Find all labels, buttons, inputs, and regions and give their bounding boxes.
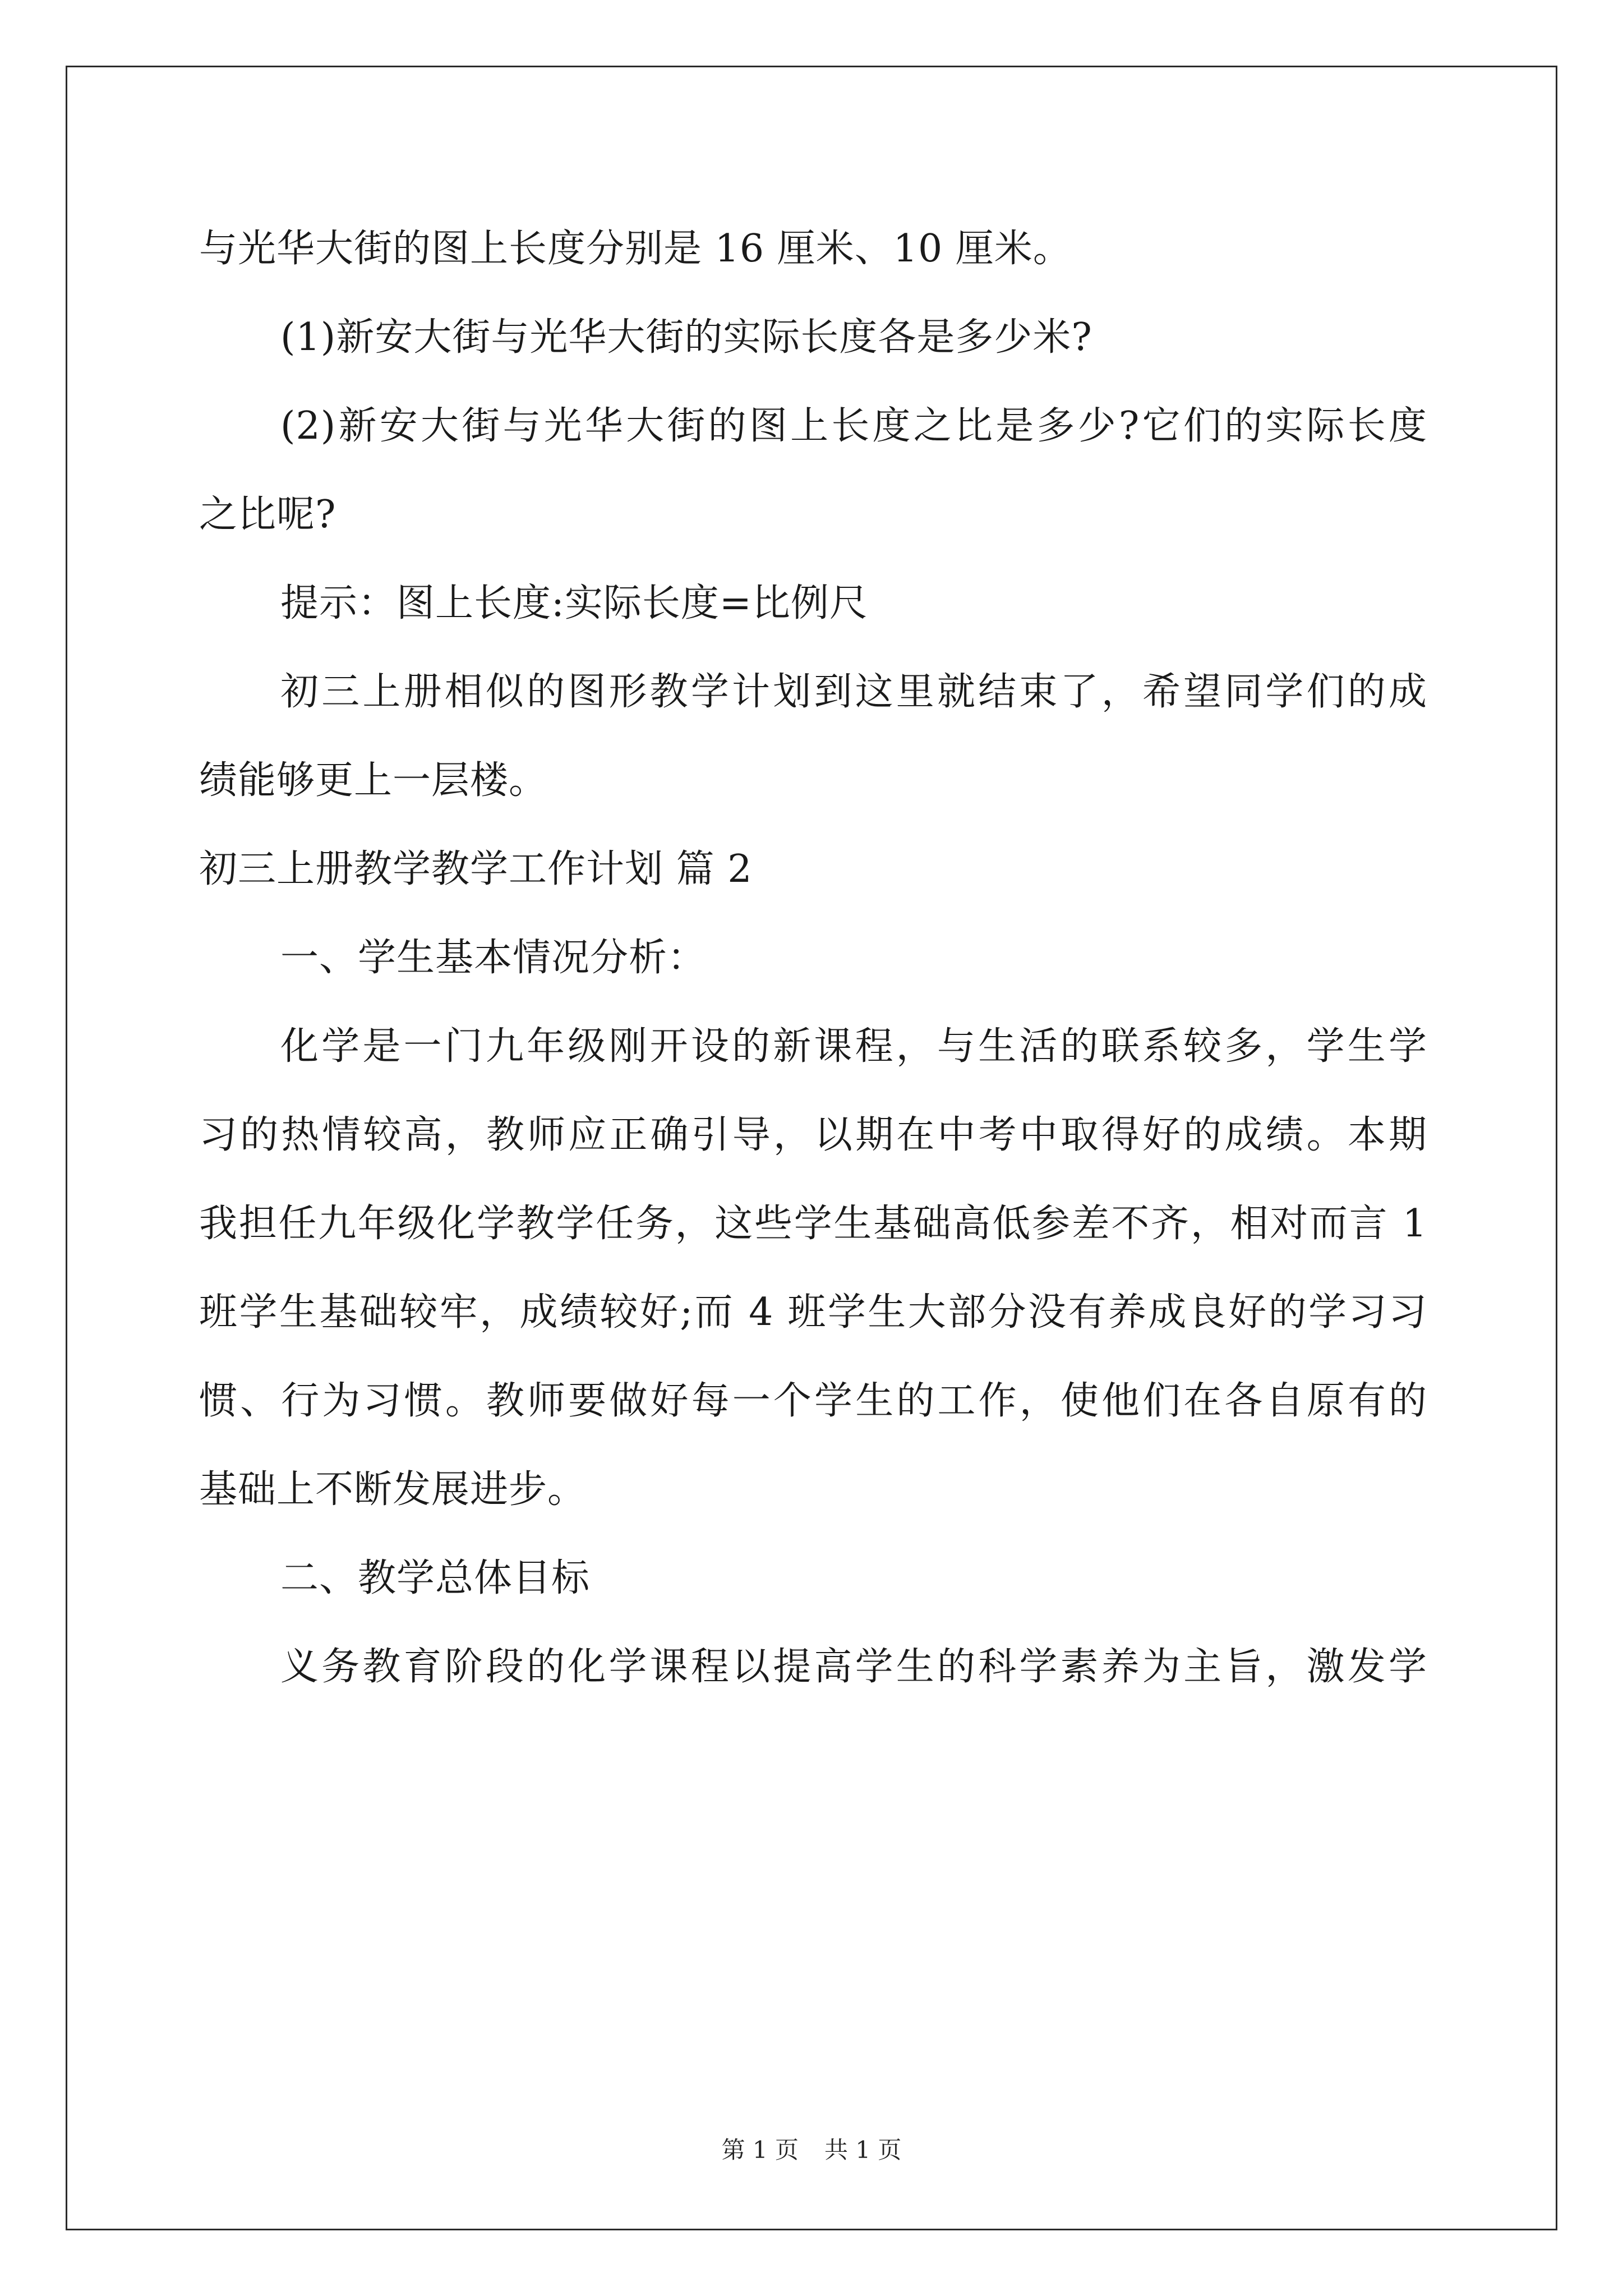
- page-total: 共 1 页: [824, 2136, 902, 2164]
- text-line: 之比呢?: [199, 493, 336, 537]
- page-footer: [0, 2132, 1623, 2165]
- text-line: (2)新安大街与光华大街的图上长度之比是多少?它们的实际长度: [280, 404, 1427, 448]
- text-line: 与光华大街的图上长度分别是 16 厘米、10 厘米。: [199, 227, 1072, 271]
- text-line: (1)新安大街与光华大街的实际长度各是多少米?: [280, 315, 1092, 360]
- text-line: 基础上不断发展进步。: [199, 1467, 587, 1512]
- text-line: 初三上册相似的图形教学计划到这里就结束了，希望同学们的成: [280, 670, 1427, 714]
- text-line: 习的热情较高，教师应正确引导，以期在中考中取得好的成绩。本期: [199, 1113, 1427, 1157]
- text-line: 义务教育阶段的化学课程以提高学生的科学素养为主旨，激发学: [280, 1645, 1427, 1689]
- text-line: 绩能够更上一层楼。: [199, 758, 548, 803]
- subsection-heading: 一、学生基本情况分析：: [280, 936, 707, 980]
- section-heading: 初三上册教学教学工作计划 篇 2: [199, 847, 753, 891]
- subsection-heading: 二、教学总体目标: [280, 1556, 591, 1600]
- text-line: 班学生基础较牢，成绩较好;而 4 班学生大部分没有养成良好的学习习: [199, 1290, 1427, 1335]
- text-line: 惯、行为习惯。教师要做好每一个学生的工作，使他们在各自原有的: [199, 1379, 1427, 1423]
- text-line: 化学是一门九年级刚开设的新课程，与生活的联系较多，学生学: [280, 1024, 1427, 1069]
- text-line: 提示：图上长度:实际长度=比例尺: [280, 581, 868, 625]
- page-number: 第 1 页: [721, 2136, 799, 2164]
- text-line: 我担任九年级化学教学任务，这些学生基础高低参差不齐，相对而言 1: [199, 1202, 1427, 1246]
